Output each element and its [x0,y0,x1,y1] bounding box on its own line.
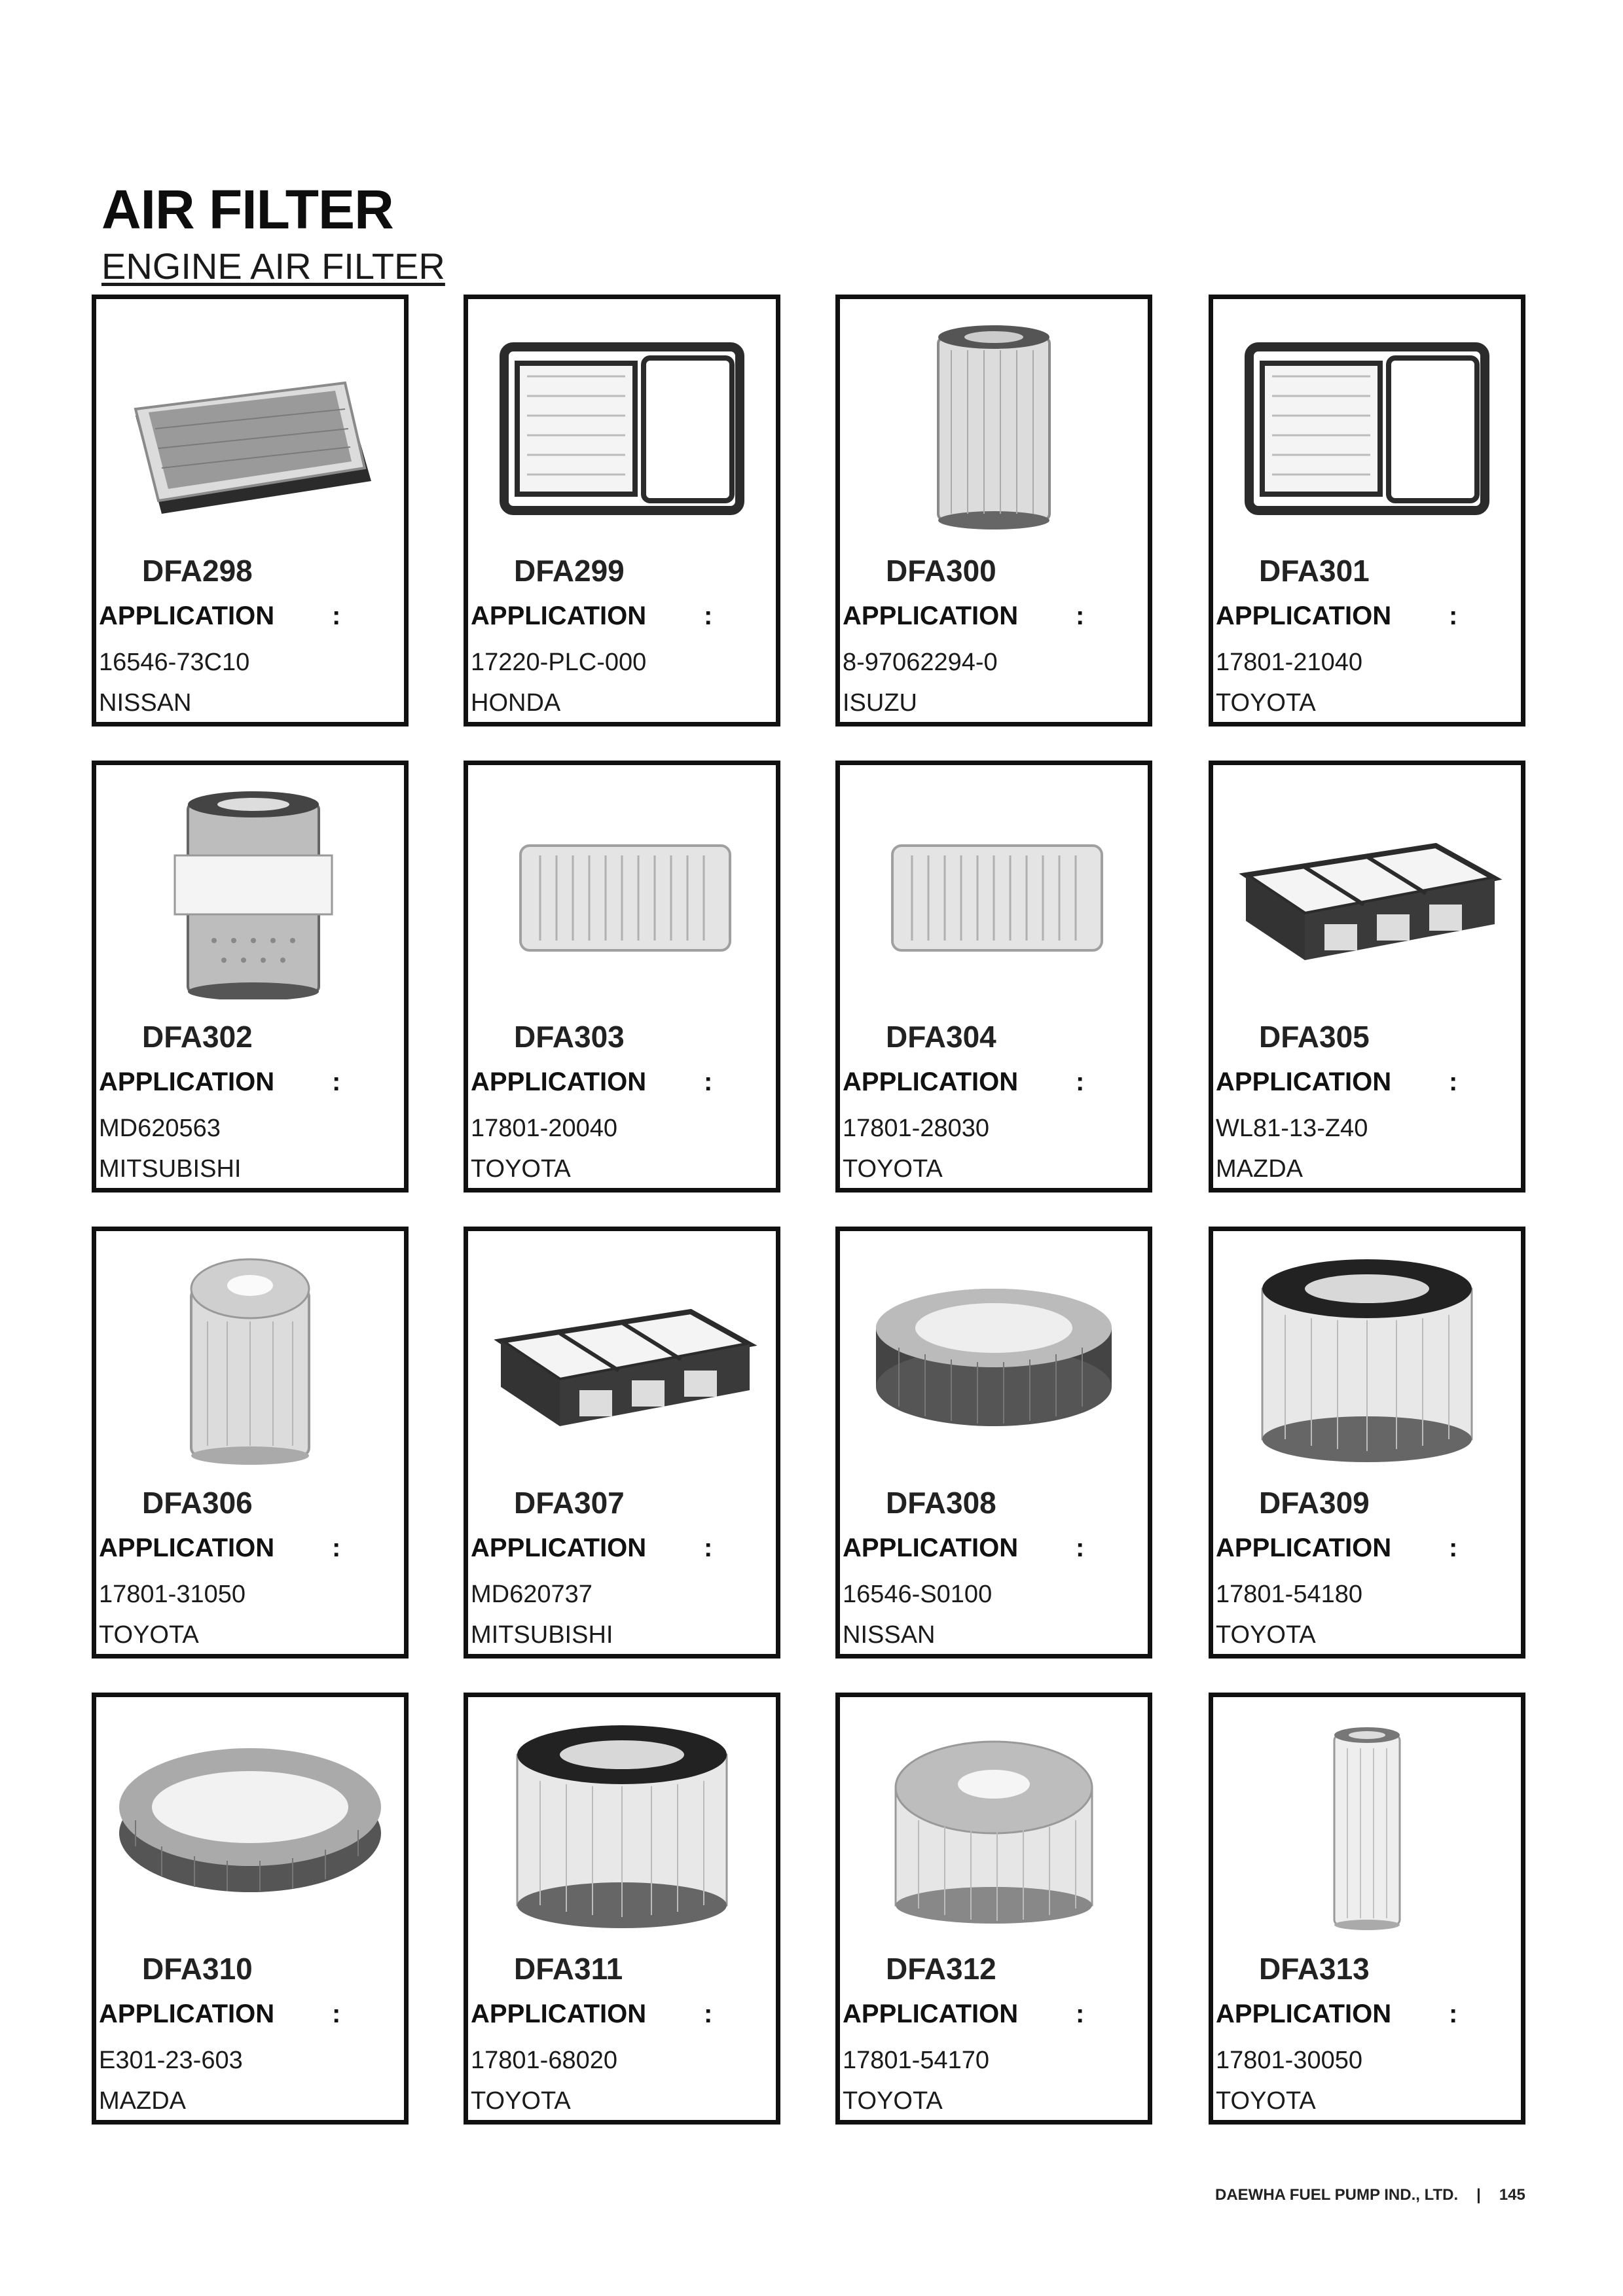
product-code: DFA299 [514,554,625,588]
product-code: DFA313 [1259,1952,1370,1986]
vehicle-make: TOYOTA [843,2087,943,2115]
product-code: DFA311 [514,1952,623,1986]
product-image [853,1249,1135,1465]
vehicle-make: TOYOTA [471,1155,571,1183]
vehicle-make: MITSUBISHI [471,1621,613,1649]
part-number: E301-23-603 [99,2047,243,2074]
part-number: 8-97062294-0 [843,649,998,676]
part-number: 16546-73C10 [99,649,250,676]
product-code: DFA303 [514,1020,625,1054]
part-number: 17801-31050 [99,1581,246,1608]
application-colon: : [704,2000,713,2028]
part-number: MD620737 [471,1581,593,1608]
product-code: DFA309 [1259,1486,1370,1520]
product-card [1209,1227,1525,1659]
vehicle-make: ISUZU [843,689,917,717]
product-card [92,761,409,1193]
product-card [835,295,1152,726]
product-code: DFA301 [1259,554,1370,588]
application-label: APPLICATION [99,2000,275,2028]
application-label: APPLICATION [99,1534,275,1562]
part-number: 17801-54170 [843,2047,989,2074]
product-image [1226,783,1508,999]
product-card [464,295,780,726]
product-card [1209,1693,1525,2125]
part-number: 17220-PLC-000 [471,649,647,676]
vehicle-make: MAZDA [1216,1155,1303,1183]
vehicle-make: TOYOTA [1216,689,1316,717]
application-label: APPLICATION [843,2000,1019,2028]
application-label: APPLICATION [1216,601,1392,630]
application-colon: : [1076,2000,1085,2028]
application-colon: : [1449,1534,1458,1562]
application-colon: : [704,1067,713,1096]
application-label: APPLICATION [99,1067,275,1096]
vehicle-make: TOYOTA [99,1621,199,1649]
vehicle-make: NISSAN [843,1621,936,1649]
product-image [109,317,391,533]
product-code: DFA312 [886,1952,996,1986]
product-image [1226,317,1508,533]
part-number: 17801-20040 [471,1115,617,1142]
product-card [835,1693,1152,2125]
application-colon: : [332,601,341,630]
application-colon: : [1076,1534,1085,1562]
product-image [853,783,1135,999]
application-colon: : [332,1067,341,1096]
product-image [109,783,391,999]
product-image [853,317,1135,533]
product-card [464,761,780,1193]
part-number: 17801-30050 [1216,2047,1362,2074]
application-label: APPLICATION [99,601,275,630]
vehicle-make: TOYOTA [1216,2087,1316,2115]
application-label: APPLICATION [843,1067,1019,1096]
application-colon: : [704,1534,713,1562]
product-code: DFA298 [142,554,253,588]
product-code: DFA307 [514,1486,625,1520]
page-footer [1215,2186,1525,2204]
application-colon: : [1076,601,1085,630]
application-colon: : [704,601,713,630]
footer-page-number: 145 [1499,2186,1525,2204]
product-code: DFA300 [886,554,996,588]
part-number: MD620563 [99,1115,221,1142]
application-colon: : [1449,2000,1458,2028]
product-code: DFA304 [886,1020,996,1054]
product-image [109,1715,391,1931]
product-image [1226,1715,1508,1931]
product-image [481,783,763,999]
vehicle-make: MITSUBISHI [99,1155,242,1183]
product-code: DFA305 [1259,1020,1370,1054]
product-image [109,1249,391,1465]
application-colon: : [1449,601,1458,630]
vehicle-make: NISSAN [99,689,192,717]
part-number: 17801-54180 [1216,1581,1362,1608]
page-title: AIR FILTER [101,179,393,240]
application-label: APPLICATION [471,601,647,630]
application-label: APPLICATION [1216,1534,1392,1562]
product-card [92,1693,409,2125]
product-card [835,1227,1152,1659]
application-label: APPLICATION [471,2000,647,2028]
product-image [1226,1249,1508,1465]
application-colon: : [1449,1067,1458,1096]
footer-separator: | [1476,2186,1481,2204]
product-card [835,761,1152,1193]
product-image [481,1715,763,1931]
product-card [92,295,409,726]
product-card [464,1227,780,1659]
product-code: DFA306 [142,1486,253,1520]
vehicle-make: TOYOTA [1216,1621,1316,1649]
product-code: DFA308 [886,1486,996,1520]
page-subtitle: ENGINE AIR FILTER [101,245,445,287]
product-image [481,317,763,533]
application-label: APPLICATION [843,601,1019,630]
application-label: APPLICATION [471,1534,647,1562]
part-number: 16546-S0100 [843,1581,993,1608]
product-card [92,1227,409,1659]
product-code: DFA310 [142,1952,253,1986]
footer-company: DAEWHA FUEL PUMP IND., LTD. [1215,2186,1459,2204]
product-card [464,1693,780,2125]
part-number: 17801-28030 [843,1115,989,1142]
product-image [853,1715,1135,1931]
vehicle-make: HONDA [471,689,561,717]
product-code: DFA302 [142,1020,253,1054]
vehicle-make: TOYOTA [471,2087,571,2115]
application-colon: : [1076,1067,1085,1096]
product-image [481,1249,763,1465]
product-grid [92,295,1537,2127]
application-colon: : [332,1534,341,1562]
application-colon: : [332,2000,341,2028]
product-card [1209,761,1525,1193]
product-card [1209,295,1525,726]
vehicle-make: MAZDA [99,2087,186,2115]
application-label: APPLICATION [471,1067,647,1096]
application-label: APPLICATION [1216,1067,1392,1096]
vehicle-make: TOYOTA [843,1155,943,1183]
part-number: 17801-21040 [1216,649,1362,676]
application-label: APPLICATION [843,1534,1019,1562]
part-number: WL81-13-Z40 [1216,1115,1368,1142]
application-label: APPLICATION [1216,2000,1392,2028]
part-number: 17801-68020 [471,2047,617,2074]
